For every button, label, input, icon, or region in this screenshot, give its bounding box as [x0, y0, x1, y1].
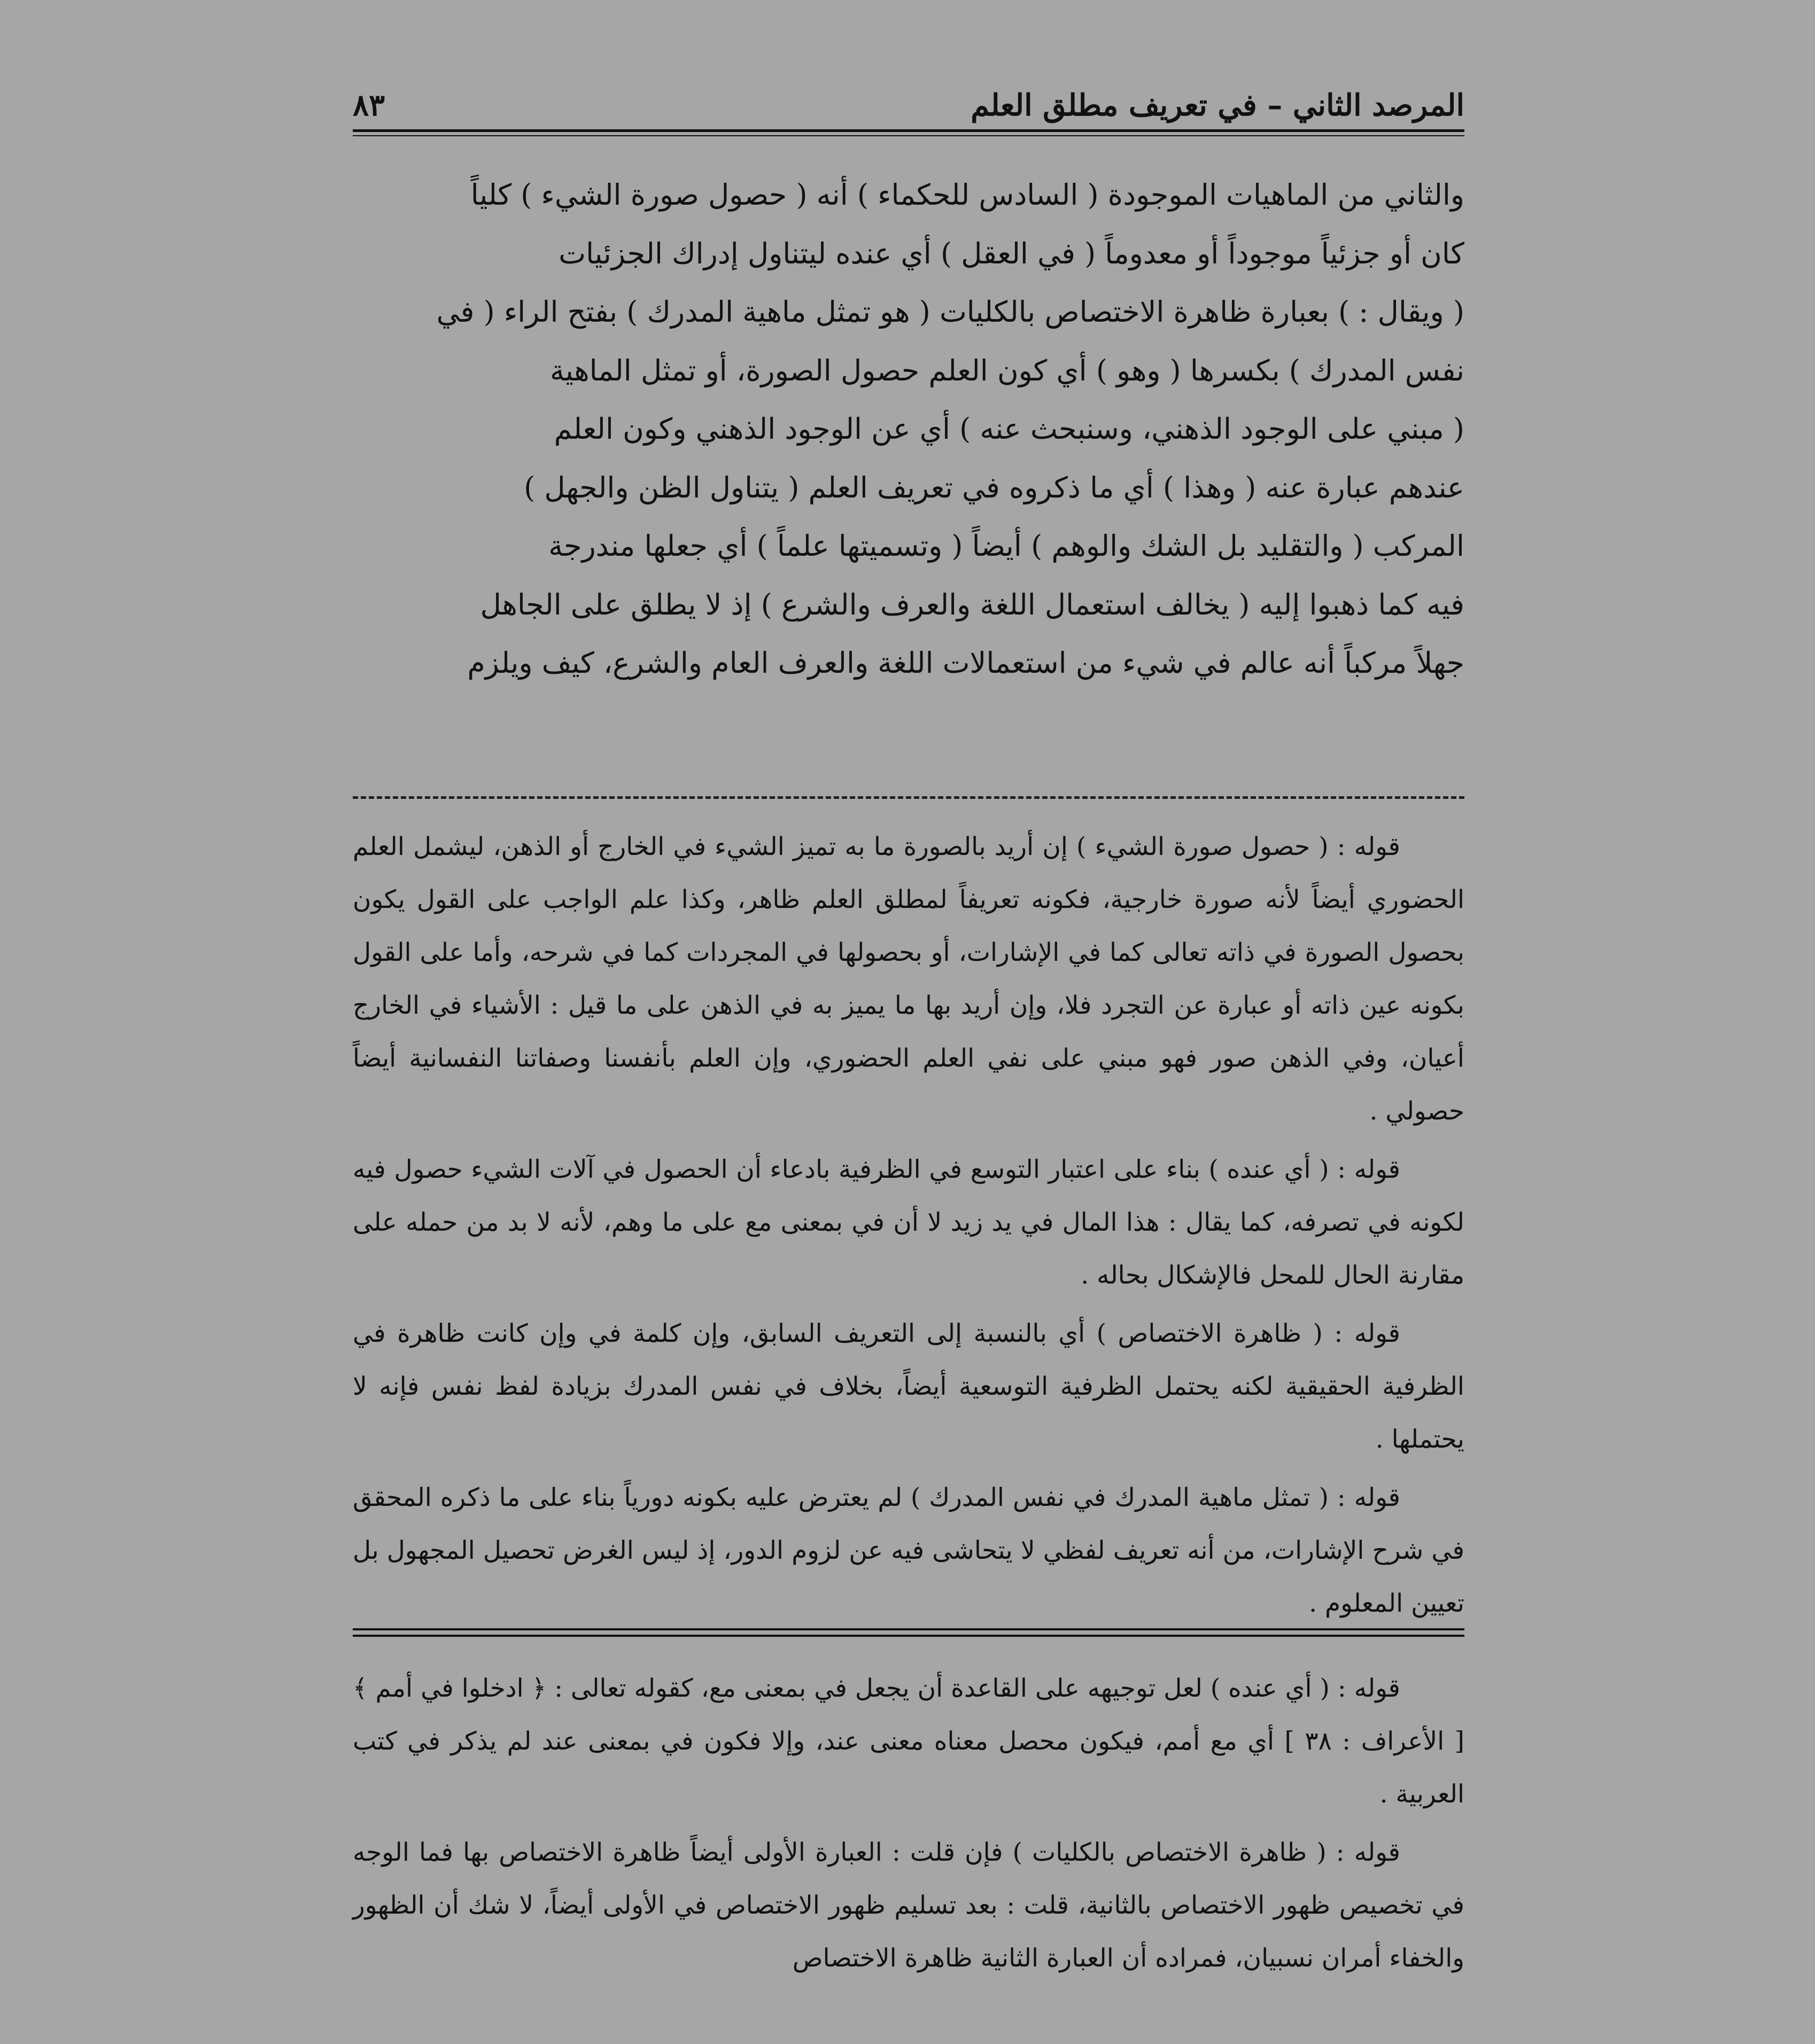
main-text-line: المركب ( والتقليد بل الشك والوهم ) أيضاً ( وتسميتها علماً ) أي جعلها مندرجة — [548, 529, 1464, 563]
main-text-line: جهلاً مركباً أنه عالم في شيء من استعمالات اللغة والعرف العام والشرع، كيف ويلزم — [467, 646, 1464, 680]
main-text-line: ( مبني على الوجود الذهني، وسنبحث عنه ) أي عن الوجود الذهني وكون العلم — [554, 412, 1464, 446]
divider-line-bottom — [353, 1635, 1464, 1637]
commentary-paragraph: قوله : ( أي عنده ) لعل توجيهه على القاعدة أن يجعل في بمعنى مع، كقوله تعالى : ﴿ ادخلوا في أمم ﴾ [ الأعراف : ٣٨ ] أي مع أمم، فيكون محصل معناه معنى عند، وإلا فكون في بمعنى عند لم يذكر في كتب العربية . — [353, 1674, 1464, 1809]
ornamental-divider — [353, 1626, 1464, 1642]
commentary-upper — [353, 820, 1464, 1635]
page-number: ٨٣ — [353, 88, 385, 123]
main-text-line: ( ويقال : ) بعبارة ظاهرة الاختصاص بالكليات ( هو تمثل ماهية المدرك ) بفتح الراء ( في — [436, 295, 1464, 329]
page-header — [353, 80, 1464, 131]
commentary-lower — [353, 1662, 1464, 1990]
running-head: المرصد الثاني – في تعريف مطلق العلم — [971, 88, 1464, 123]
commentary-paragraph: قوله : ( حصول صورة الشيء ) إن أريد بالصورة ما به تميز الشيء في الخارج أو الذهن، ليشمل العلم الحضوري أيضاً لأنه صورة خارجية، فكونه تعريفاً لمطلق العلم ظاهر، وكذا علم الواجب على القول يكون بحصول الصورة في ذاته تعالى كما في الإشارات، أو بحصولها في المجردات كما في شرحه، وأما على القول بكونه عين ذاته أو عبارة عن التجرد فلا، وإن أريد بها ما يميز به في الذهن على ما قيل : الأشياء في الخارج أعيان، وفي الذهن صور فهو مبني على نفي العلم الحضوري، وإن العلم بأنفسنا وصفاتنا النفسانية أيضاً حصولي . — [353, 832, 1464, 1126]
header-rule — [353, 129, 1464, 132]
dashed-divider — [353, 796, 1464, 799]
header-rule-thin — [353, 135, 1464, 136]
main-text-line: والثاني من الماهيات الموجودة ( السادس للحكماء ) أنه ( حصول صورة الشيء ) كلياً — [470, 178, 1464, 212]
main-text-line: فيه كما ذهبوا إليه ( يخالف استعمال اللغة والعرف والشرع ) إذ لا يطلق على الجاهل — [480, 587, 1464, 621]
main-text-line: كان أو جزئياً موجوداً أو معدوماً ( في العقل ) أي عنده ليتناول إدراك الجزئيات — [559, 236, 1464, 270]
divider-line-top — [353, 1628, 1464, 1630]
commentary-paragraph: قوله : ( ظاهرة الاختصاص ) أي بالنسبة إلى التعريف السابق، وإن كلمة في وإن كانت ظاهرة في الظرفية الحقيقية لكنه يحتمل الظرفية التوسعية أيضاً، بخلاف في نفس المدرك بزيادة لفظ نفس فإنه لا يحتملها . — [353, 1319, 1464, 1454]
main-text — [353, 166, 1464, 693]
commentary-paragraph: قوله : ( أي عنده ) بناء على اعتبار التوسع في الظرفية بادعاء أن الحصول في آلات الشيء حصول فيه لكونه في تصرفه، كما يقال : هذا المال في يد زيد لا أن في بمعنى مع على ما وهم، لأنه لا بد من حمله على مقارنة الحال للمحل فالإشكال بحاله . — [353, 1155, 1464, 1290]
main-text-line: عندهم عبارة عنه ( وهذا ) أي ما ذكروه في تعريف العلم ( يتناول الظن والجهل ) — [524, 470, 1464, 504]
main-text-line: نفس المدرك ) بكسرها ( وهو ) أي كون العلم حصول الصورة، أو تمثل الماهية — [549, 353, 1464, 387]
commentary-paragraph: قوله : ( تمثل ماهية المدرك في نفس المدرك ) لم يعترض عليه بكونه دورياً بناء على ما ذكره المحقق في شرح الإشارات، من أنه تعريف لفظي لا يتحاشى فيه عن لزوم الدور، إذ ليس الغرض تحصيل المجهول بل تعيين المعلوم . — [353, 1483, 1464, 1618]
commentary-paragraph: قوله : ( ظاهرة الاختصاص بالكليات ) فإن قلت : العبارة الأولى أيضاً ظاهرة الاختصاص بها فما الوجه في تخصيص ظهور الاختصاص بالثانية، قلت : بعد تسليم ظهور الاختصاص في الأولى أيضاً، لا شك أن الظهور والخفاء أمران نسبيان، فمراده أن العبارة الثانية ظاهرة الاختصاص — [353, 1838, 1464, 1973]
